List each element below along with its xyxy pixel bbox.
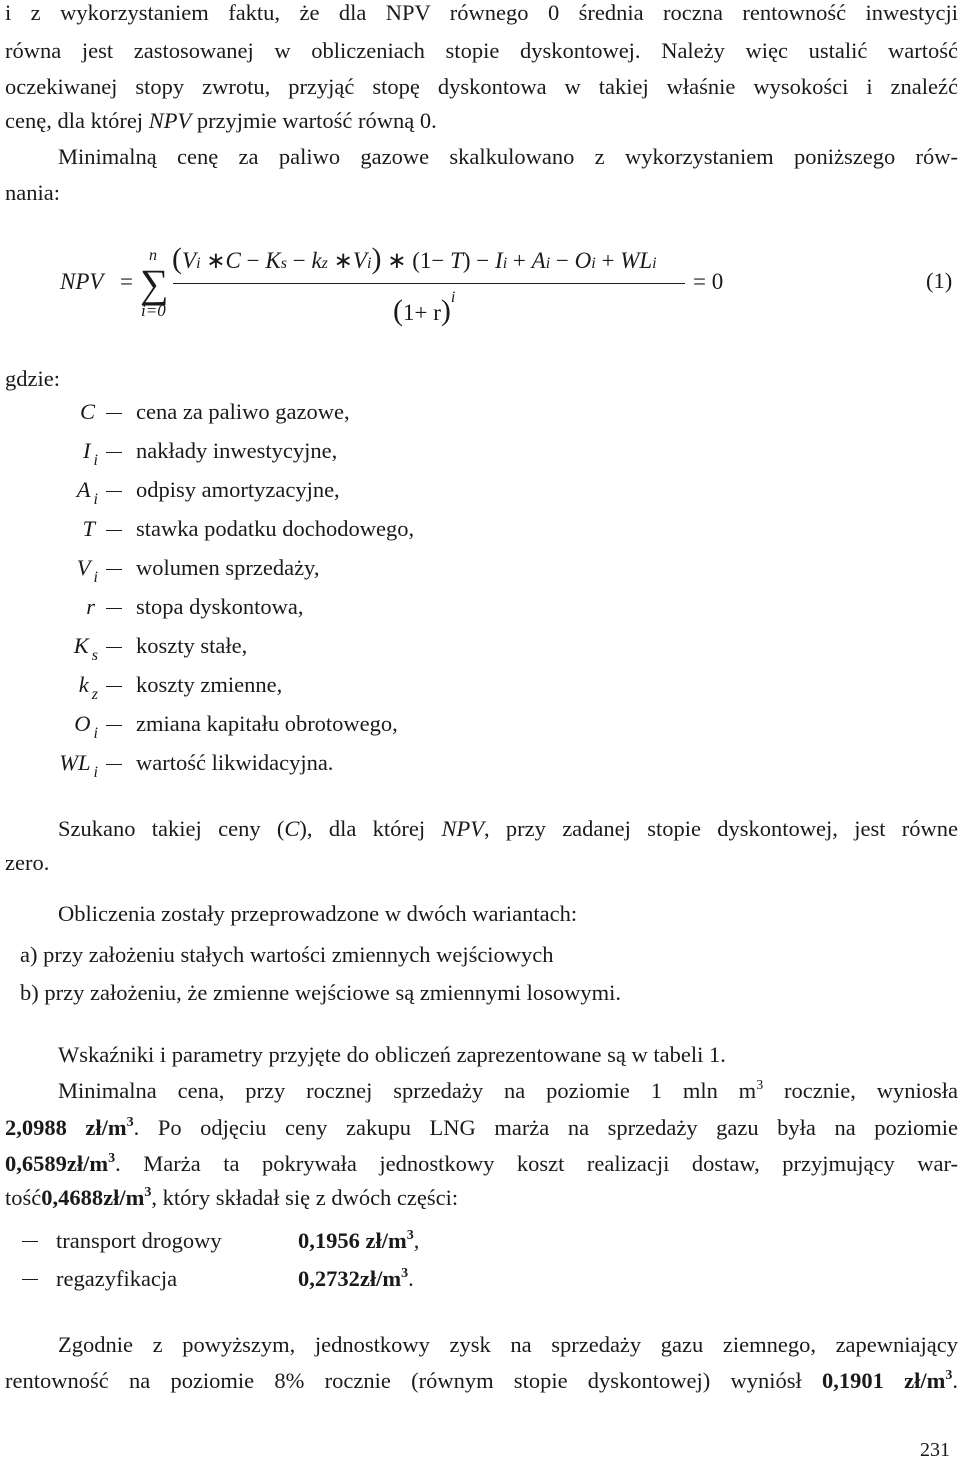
- sum-upper-limit: n: [149, 247, 157, 264]
- paragraph-line: [5, 1117, 958, 1140]
- denominator-base: 1+ r: [403, 300, 441, 325]
- equation-number: (1): [926, 268, 953, 293]
- definition-text: stawka podatku dochodowego,: [136, 516, 415, 541]
- definition-dash: [106, 413, 122, 414]
- paragraph-line: oczekiwanej stopy zwrotu, przyjąć stopę dyskontowa w takiej właśnie wysokości i znaleźć: [5, 74, 958, 99]
- margin-value: 0,6589zł/m: [5, 1151, 109, 1176]
- definition-dash: [106, 686, 122, 687]
- text-span: ), dla której: [299, 816, 442, 841]
- price-symbol: C: [284, 816, 300, 841]
- definition-dash: [106, 530, 122, 531]
- paragraph-line: [5, 1370, 958, 1393]
- list-item: [20, 982, 960, 1005]
- cost-label: transport drogowy: [56, 1228, 222, 1253]
- text-span: przyjmie wartość równą 0.: [191, 108, 437, 133]
- definition-text: odpisy amortyzacyjne,: [136, 477, 340, 502]
- definition-dash: [106, 608, 122, 609]
- text-span: rocznie, wyniosła: [763, 1078, 958, 1103]
- definition-text: nakłady inwestycyjne,: [136, 438, 338, 463]
- superscript: 3: [108, 1151, 116, 1166]
- superscript: 3: [144, 1185, 152, 1200]
- text-span: , przy zadanej stopie dyskontowej, jest równe: [483, 816, 958, 841]
- definition-symbol: C: [79, 399, 95, 424]
- definition-symbol: WL $_i$: [59, 750, 98, 781]
- definition-text: zmiana kapitału obrotowego,: [136, 711, 398, 736]
- formula-numerator: (Vi ∗C − Ks − kz ∗Vi) ∗ (1− T) − Ii + Ai − Oi + WLi: [172, 242, 657, 275]
- definition-text: wolumen sprzedaży,: [136, 555, 320, 580]
- definition-dash: [106, 764, 122, 765]
- paragraph-line: [5, 1187, 958, 1210]
- list-text: przy założeniu stałych wartości zmiennych wejściowych: [43, 942, 554, 967]
- sum-lower-limit: i=0: [141, 301, 166, 320]
- sigma-symbol: ∑: [140, 261, 169, 306]
- cost-value: $0,2732zł/m^3$.: [298, 1266, 414, 1291]
- list-marker: b): [20, 980, 39, 1005]
- definition-dash: [106, 725, 122, 726]
- definition-symbol: A $_i$: [76, 477, 98, 508]
- fraction-bar: [173, 283, 685, 284]
- npv-term: NPV: [441, 816, 484, 841]
- denominator-exponent: i: [450, 289, 456, 306]
- text-span: rentowność na poziomie 8% rocznie (równym stopie dyskontowej) wyniósł: [5, 1368, 823, 1393]
- definition-text: koszty zmienne,: [136, 672, 283, 697]
- formula-equals: =: [120, 269, 133, 294]
- paragraph-line: Obliczenia zostały przeprowadzone w dwóch wariantach:: [58, 901, 578, 926]
- definition-dash: [106, 647, 122, 648]
- list-marker: a): [20, 942, 38, 967]
- text-span: .: [952, 1368, 959, 1393]
- definition-symbol: V $_i$: [76, 555, 98, 586]
- paragraph-line: i z wykorzystaniem faktu, że dla NPV równego 0 średnia roczna rentowność inwestycji: [5, 0, 958, 25]
- definition-symbol: I $_i$: [83, 438, 98, 469]
- cost-value: 0,1956 $zł/m^3$,: [298, 1228, 420, 1253]
- dash-bullet: [22, 1241, 38, 1242]
- definition-symbol: T: [82, 516, 95, 541]
- formula-lhs: NPV: [60, 269, 104, 294]
- definition-text: koszty stałe,: [136, 633, 248, 658]
- paragraph-line: Minimalną cenę za paliwo gazowe skalkulowano z wykorzystaniem poniższego rów-: [58, 144, 958, 169]
- list-text: przy założeniu, że zmienne wejściowe są zmiennymi losowymi.: [44, 980, 622, 1005]
- text-span: Minimalna cena, przy rocznej sprzedaży na poziomie 1 mln m: [58, 1078, 757, 1103]
- text-span: Szukano takiej ceny (: [58, 816, 285, 841]
- definition-text: cena za paliwo gazowe,: [136, 399, 350, 424]
- definition-dash: [106, 491, 122, 492]
- definition-symbol: r: [86, 594, 95, 619]
- text-span: . Po odjęciu ceny zakupu LNG marża na sprzedaży gazu była na poziomie: [133, 1115, 958, 1140]
- cost-label: regazyfikacja: [56, 1266, 178, 1291]
- text-span: , który składał się z dwóch części:: [151, 1185, 459, 1210]
- paragraph-line: równa jest zastosowanej w obliczeniach stopie dyskontowej. Należy więc ustalić wartość: [5, 38, 958, 63]
- price-value: 2,0988 zł/m: [5, 1115, 127, 1140]
- dash-bullet: [22, 1279, 38, 1280]
- definition-symbol: K $_s$: [73, 633, 98, 664]
- paragraph-line: [58, 818, 958, 841]
- superscript: 3: [126, 1115, 134, 1130]
- text-span: . Marża ta pokrywała jednostkowy koszt realizacji dostaw, przyjmujący war-: [115, 1151, 958, 1176]
- list-item: [20, 944, 960, 967]
- definition-text: wartość likwidacyjna.: [136, 750, 334, 775]
- cost-value: 0,4688zł/m: [41, 1185, 145, 1210]
- where-label: gdzie:: [5, 366, 60, 391]
- definition-text: stopa dyskontowa,: [136, 594, 304, 619]
- formula-rhs: = 0: [693, 269, 724, 294]
- paragraph-line: nania:: [5, 180, 60, 205]
- superscript: 3: [945, 1368, 953, 1383]
- paragraph-line: Zgodnie z powyższym, jednostkowy zysk na sprzedaży gazu ziemnego, zapewniający: [58, 1332, 958, 1357]
- npv-term: NPV: [148, 108, 192, 133]
- paragraph-line: [58, 1080, 958, 1103]
- definition-dash: [106, 452, 122, 453]
- text-span: cenę, dla której: [5, 108, 149, 133]
- definition-symbol: O $_i$: [74, 711, 98, 742]
- page-number: 231: [920, 1439, 950, 1461]
- definition-dash: [106, 569, 122, 570]
- paragraph-line: [5, 1153, 958, 1176]
- definition-symbol: k $_z$: [78, 672, 98, 703]
- text-span: tość: [5, 1185, 42, 1210]
- profit-value: 0,1901 zł/m: [822, 1368, 946, 1393]
- paragraph-line: Wskaźniki i parametry przyjęte do obliczeń zaprezentowane są w tabeli 1.: [58, 1042, 726, 1067]
- formula-denominator: $(1+ r)^i$: [393, 289, 456, 327]
- superscript: 3: [756, 1078, 764, 1093]
- paragraph-line: [5, 110, 958, 133]
- paragraph-line: zero.: [5, 850, 50, 875]
